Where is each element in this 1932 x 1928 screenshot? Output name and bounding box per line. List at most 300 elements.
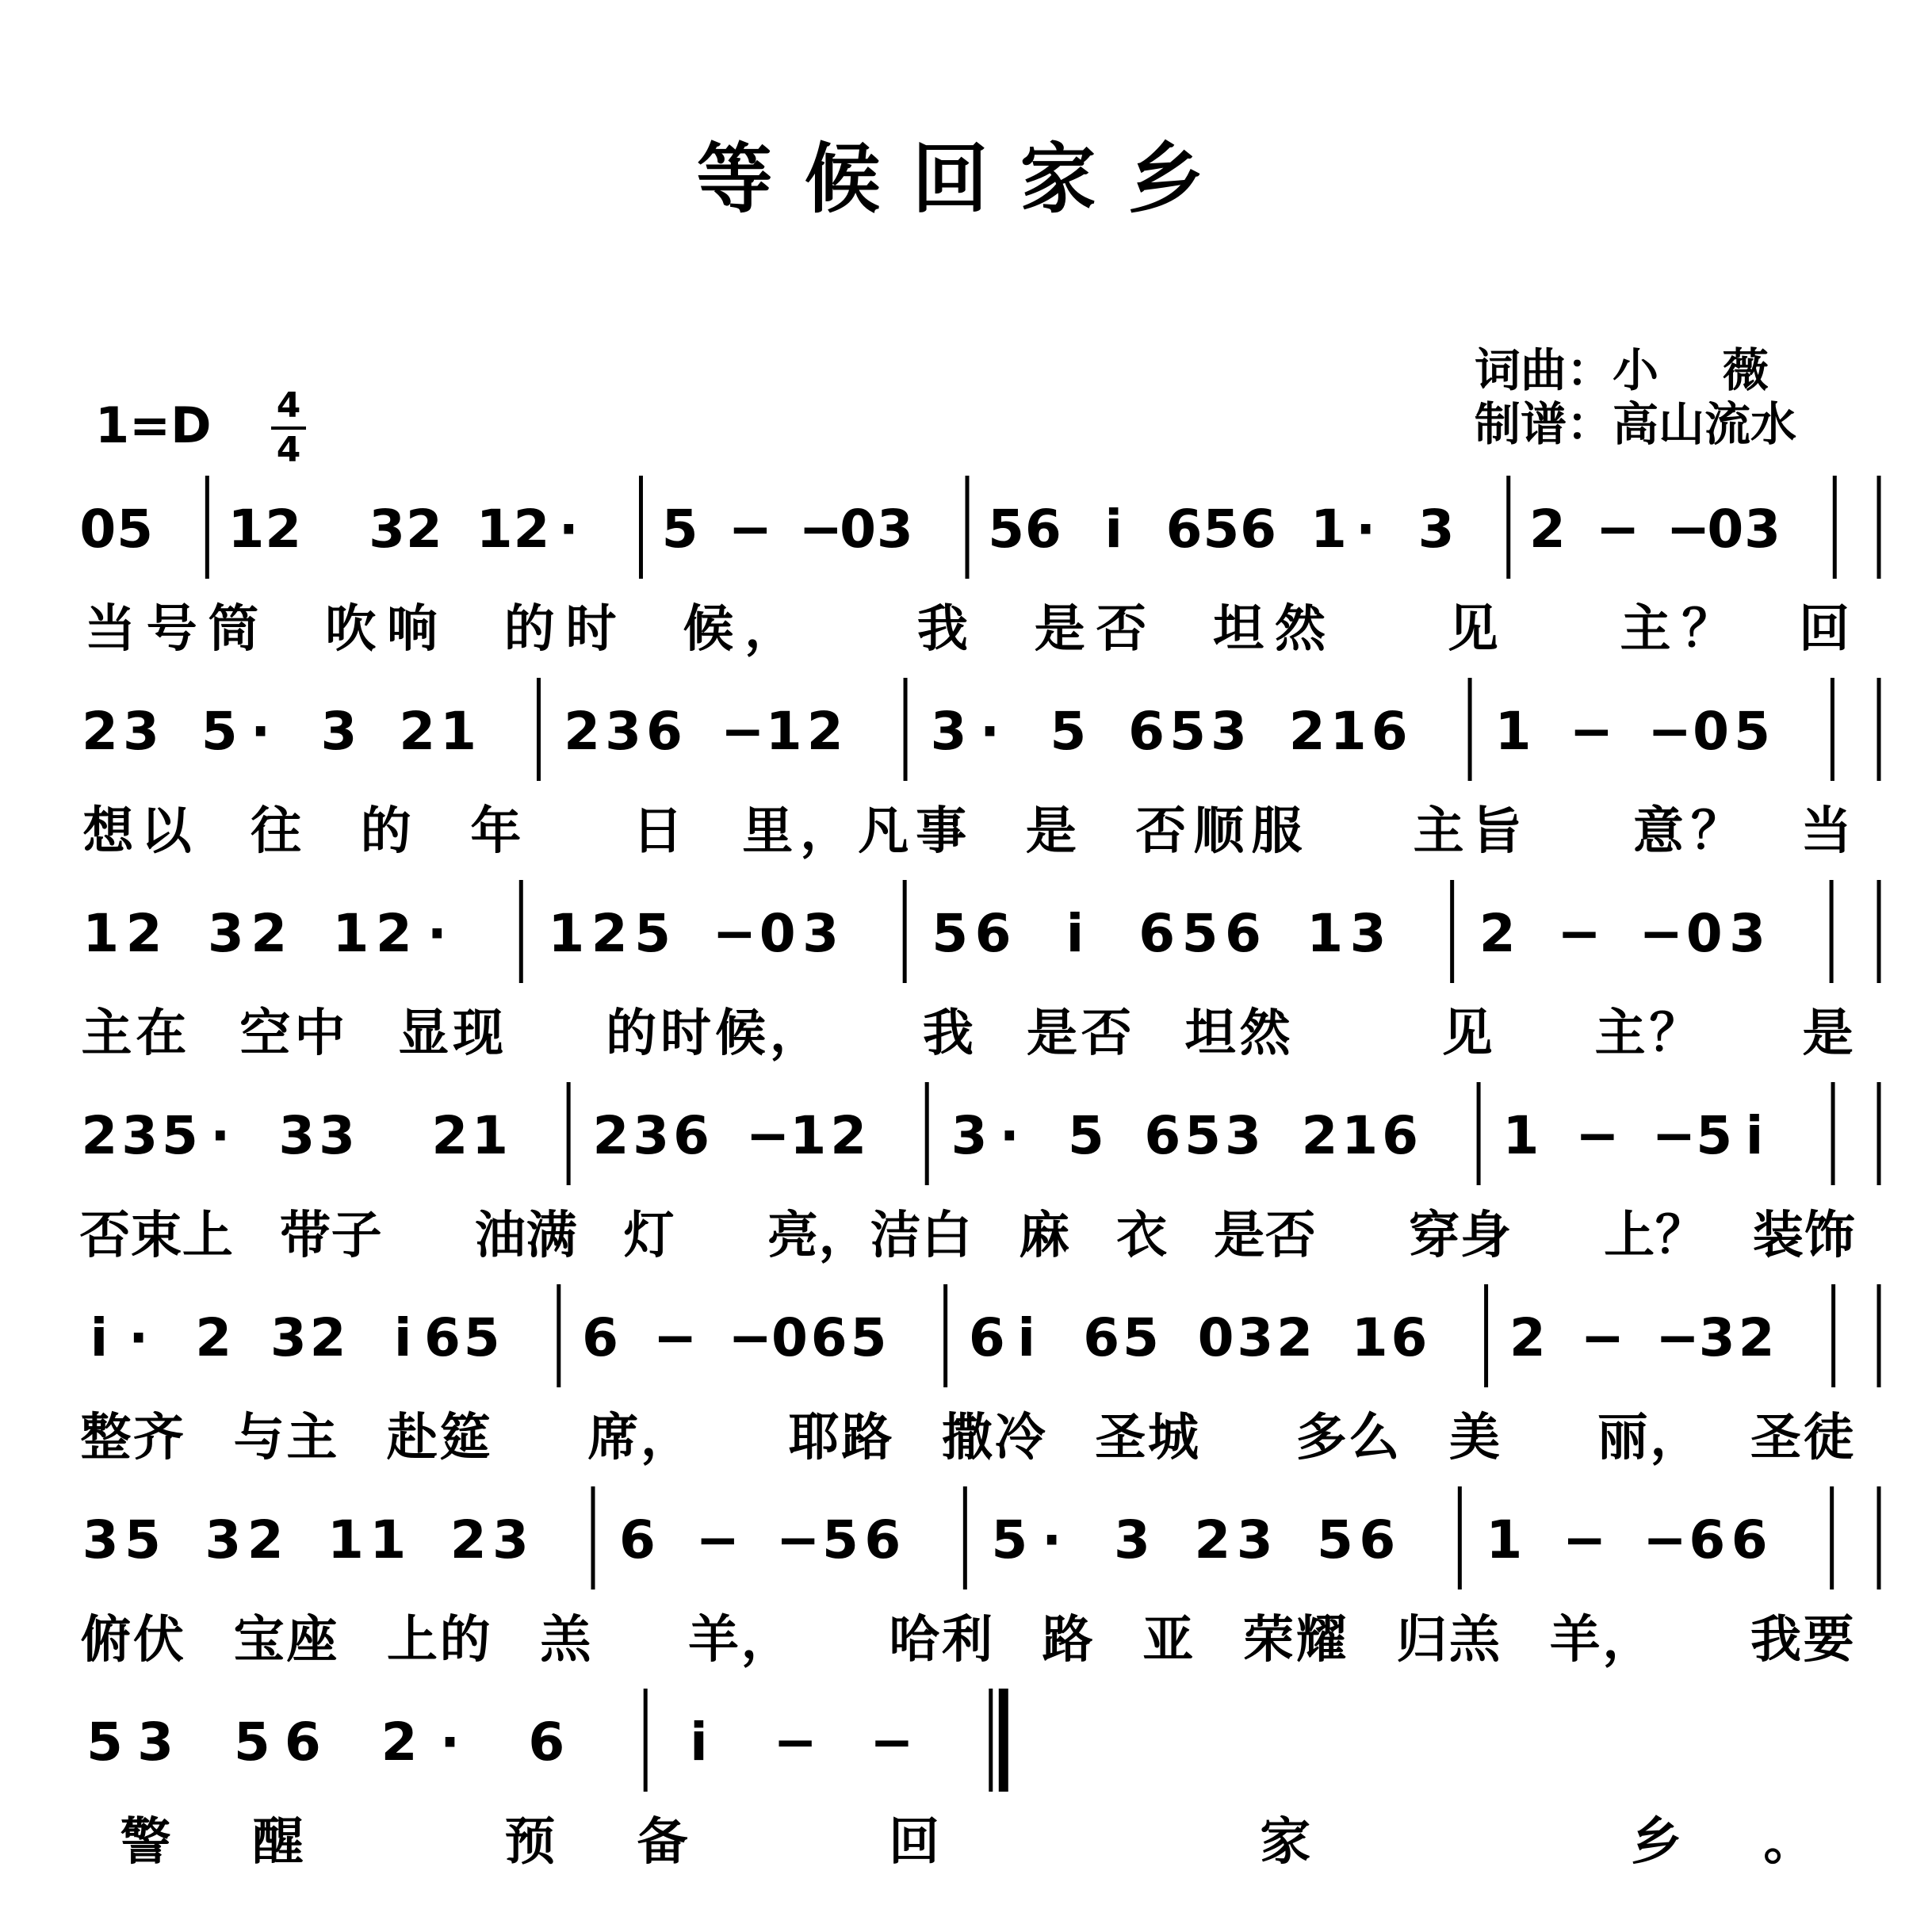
note: 5 xyxy=(932,903,969,964)
note: 0 xyxy=(1685,903,1723,964)
lyric-char: 坦 xyxy=(1184,1004,1236,1063)
note: 2 xyxy=(1509,1307,1546,1368)
note: 2 xyxy=(81,1105,118,1166)
lyric-char: 以 xyxy=(140,802,192,861)
sustain-dash: − xyxy=(728,499,773,560)
score-system xyxy=(79,1082,1854,1265)
lyric-char: 油 xyxy=(474,1207,526,1265)
lyric-char: 见 xyxy=(1441,1004,1493,1063)
song-title: 等候回家乡 xyxy=(696,135,1236,224)
lyric-char: 路 xyxy=(1042,1611,1093,1670)
lyric-char: 服 xyxy=(1251,802,1303,861)
lyric-char: 座 xyxy=(286,1611,338,1670)
sustain-dash: − xyxy=(745,1105,790,1166)
score-system xyxy=(86,1689,1814,1872)
lyric-char: 洁 xyxy=(870,1207,921,1265)
note: 5 xyxy=(1169,701,1207,762)
lyric-char: 然 xyxy=(1275,600,1326,659)
time-signature-top: 4 xyxy=(276,385,301,426)
note: 0 xyxy=(79,499,117,560)
lyric-char: 见 xyxy=(1447,600,1498,659)
note: 5 xyxy=(1181,903,1218,964)
lyric-char: 圣 xyxy=(1095,1409,1146,1467)
sustain-dash: − xyxy=(1596,499,1640,560)
note: 2 xyxy=(247,1509,284,1570)
note: 5 xyxy=(1734,701,1771,762)
note: 3 xyxy=(1114,1509,1150,1570)
note: 1 xyxy=(1306,903,1344,964)
lyric-char: 醒 xyxy=(252,1813,304,1872)
lyric-char: ？ xyxy=(1690,802,1742,861)
note: · xyxy=(1356,499,1376,560)
lyric-char: 显 xyxy=(398,1004,450,1063)
lyric-char: ， xyxy=(1602,1611,1654,1670)
note: 3 xyxy=(1236,1509,1273,1570)
note: 2 xyxy=(399,701,436,762)
lyric-char: 宝 xyxy=(233,1611,285,1670)
lyric-char: 顺 xyxy=(1193,802,1245,861)
note: · xyxy=(128,1307,149,1368)
lyric-char: 丽 xyxy=(1597,1409,1648,1467)
note: 3 xyxy=(1211,701,1247,762)
note: 6 xyxy=(1391,1307,1428,1368)
note: 1 xyxy=(1502,1105,1540,1166)
note: 2 xyxy=(381,1712,418,1773)
note: 1 xyxy=(472,1105,509,1166)
sustain-dash: − xyxy=(1639,903,1683,964)
note: 3 xyxy=(633,1105,670,1166)
note: 2 xyxy=(1288,701,1326,762)
lyric-char: 子 xyxy=(331,1207,382,1265)
lyric-char: 当 xyxy=(84,600,136,659)
note: 6 xyxy=(1128,701,1165,762)
note: 3 xyxy=(951,1105,988,1166)
note: 3 xyxy=(1729,903,1766,964)
lyric-char: 现 xyxy=(453,1004,504,1063)
lyric-char: ， xyxy=(800,802,851,861)
note: 5 xyxy=(1203,499,1240,560)
lyric-char: 主 xyxy=(81,1004,132,1063)
lyric-char: 我 xyxy=(922,1004,974,1063)
note: 6 xyxy=(1689,1509,1726,1570)
note: 5 xyxy=(1184,1105,1222,1166)
sustain-dash: − xyxy=(776,1509,821,1570)
lyric-char: 是 xyxy=(1034,600,1085,659)
lyric-char: 羊 xyxy=(688,1611,739,1670)
note: 2 xyxy=(806,701,844,762)
note: 0 xyxy=(759,903,796,964)
lyric-char: 么 xyxy=(1349,1409,1400,1467)
note: 2 xyxy=(1301,1105,1338,1166)
score-system xyxy=(80,1486,1854,1670)
note: i xyxy=(1017,1307,1035,1368)
note: 3 xyxy=(1744,499,1781,560)
note: 6 xyxy=(1224,903,1261,964)
note: 3 xyxy=(319,1105,356,1166)
lyric-char: ， xyxy=(641,1409,691,1467)
lyric-char: 赴 xyxy=(387,1409,438,1467)
lyric-char: ？ xyxy=(1681,600,1733,659)
sustain-dash: − xyxy=(1563,1509,1607,1570)
credit-transcriber: 制谱：高山流水 xyxy=(1475,397,1797,451)
note: 6 xyxy=(582,1307,619,1368)
note: i xyxy=(1745,1105,1764,1166)
lyric-char: 上 xyxy=(1604,1207,1655,1265)
lyric-char: 意 xyxy=(1632,802,1684,861)
lyric-char: 主 xyxy=(286,1409,338,1467)
note: 3 xyxy=(205,1509,242,1570)
note: 3 xyxy=(876,499,913,560)
sustain-dash: − xyxy=(773,1712,817,1773)
lyric-char: 否 xyxy=(1081,1004,1132,1063)
lyric-char: 白 xyxy=(921,1207,973,1265)
note: 6 xyxy=(284,1712,321,1773)
note: 6 xyxy=(423,1307,461,1368)
lyric-char: 候 xyxy=(714,1004,766,1063)
lyric-char: 羊 xyxy=(1549,1611,1601,1670)
lyric-char: 年 xyxy=(470,802,522,861)
score-system xyxy=(81,880,1853,1063)
lyric-char: 主 xyxy=(1620,600,1671,659)
lyric-char: 想 xyxy=(82,802,134,861)
note: 5 xyxy=(463,1307,500,1368)
note: 2 xyxy=(592,1105,629,1166)
lyric-char: 筒 xyxy=(208,600,259,659)
lyric-char: 羔 xyxy=(1449,1611,1500,1670)
note: 0 xyxy=(840,499,877,560)
note: 3 xyxy=(1237,1307,1274,1368)
note: i xyxy=(1065,903,1085,964)
sustain-dash: − xyxy=(1651,1105,1697,1166)
lyric-char: 徒 xyxy=(1803,1409,1854,1467)
note: 2 xyxy=(450,1509,487,1570)
lyric-char: 装 xyxy=(1752,1207,1804,1265)
time-signature-bottom: 4 xyxy=(276,430,301,470)
sustain-dash: − xyxy=(728,1307,772,1368)
note: 6 xyxy=(974,903,1012,964)
lyric-char: 是 xyxy=(1025,802,1077,861)
note: 2 xyxy=(1194,1509,1231,1570)
lyric-char: 耀 xyxy=(1295,1611,1347,1670)
note: 5 xyxy=(661,499,698,560)
lyric-char: 。 xyxy=(1763,1813,1815,1872)
note: 2 xyxy=(195,1307,232,1368)
lyric-char: 预 xyxy=(504,1813,556,1872)
note: 3 xyxy=(492,1509,529,1570)
lyric-char: 是 xyxy=(1214,1207,1265,1265)
lyric-char: ， xyxy=(1650,1409,1701,1467)
lyric-char: 中 xyxy=(294,1004,346,1063)
lyric-char: 撒 xyxy=(942,1409,993,1467)
lyric-char: 满 xyxy=(526,1207,577,1265)
note: 2 xyxy=(125,903,163,964)
note: 6 xyxy=(1165,499,1203,560)
note: 3 xyxy=(207,903,244,964)
note: 5 xyxy=(850,1307,887,1368)
note: 5 xyxy=(1696,1105,1733,1166)
lyric-char: 日 xyxy=(632,802,683,861)
note: 6 xyxy=(1359,1509,1396,1570)
lyric-char: 备 xyxy=(637,1813,688,1872)
note: 3 xyxy=(320,701,358,762)
note: 5 xyxy=(117,499,154,560)
lyric-char: 吹 xyxy=(325,600,377,659)
lyric-char: 时 xyxy=(565,600,617,659)
sustain-dash: − xyxy=(1655,1307,1700,1368)
lyric-char: 回 xyxy=(1799,600,1850,659)
note: · xyxy=(427,903,447,964)
lyric-char: 美 xyxy=(1449,1409,1500,1467)
sustain-dash: − xyxy=(1575,1105,1620,1166)
lyric-char: 家 xyxy=(1260,1813,1311,1872)
note: 1 xyxy=(440,701,477,762)
lyric-char: 与 xyxy=(233,1409,285,1467)
lyric-char: 否 xyxy=(1135,802,1187,861)
note: · xyxy=(251,701,271,762)
lyric-char: 城 xyxy=(1148,1409,1199,1467)
note: 5 xyxy=(86,1712,123,1773)
note: 6 xyxy=(1144,1105,1181,1166)
note: 5 xyxy=(822,1509,859,1570)
note: 2 xyxy=(82,701,118,762)
lyric-char: 麻 xyxy=(1019,1207,1070,1265)
note: 2 xyxy=(564,701,601,762)
lyric-char: 然 xyxy=(1239,1004,1291,1063)
score-system xyxy=(80,1284,1854,1467)
note: 1 xyxy=(1486,1509,1523,1570)
sustain-dash: − xyxy=(1569,701,1614,762)
lyric-char: 路 xyxy=(841,1409,893,1467)
note: 3 xyxy=(369,499,406,560)
note: 3 xyxy=(802,903,840,964)
lyric-char: 警 xyxy=(120,1813,171,1872)
credit-lyricist-composer: 词曲：小 薇 xyxy=(1475,343,1769,397)
note: 1 xyxy=(369,1509,407,1570)
note: 2 xyxy=(431,1105,469,1166)
sustain-dash: − xyxy=(1647,701,1692,762)
lyric-char: ， xyxy=(744,600,796,659)
lyric-char: 号 xyxy=(146,600,197,659)
note: 2 xyxy=(1276,1307,1314,1368)
lyric-char: ， xyxy=(769,1004,821,1063)
note: 5 xyxy=(162,1105,198,1166)
lyric-char: 候 xyxy=(683,600,734,659)
note: 5 xyxy=(1067,1105,1104,1166)
lyric-char: 要 xyxy=(1803,1611,1854,1670)
lyric-char: 整 xyxy=(80,1409,132,1467)
note: · xyxy=(440,1712,461,1773)
note: 6 xyxy=(646,701,683,762)
note: 6 xyxy=(528,1712,565,1773)
note: 0 xyxy=(1197,1307,1234,1368)
lyric-char: 乡 xyxy=(1631,1813,1682,1872)
lyric-char: 多 xyxy=(1295,1409,1347,1467)
lyric-char: 是 xyxy=(1026,1004,1077,1063)
note: 0 xyxy=(771,1307,808,1368)
note: 5 xyxy=(634,903,671,964)
lyric-char: 利 xyxy=(942,1611,993,1670)
lyric-char: 空 xyxy=(239,1004,291,1063)
note: 2 xyxy=(265,499,302,560)
note: 1 xyxy=(476,499,513,560)
note: 1 xyxy=(1341,1105,1379,1166)
note: 2 xyxy=(309,1307,346,1368)
note: 2 xyxy=(1738,1307,1775,1368)
note: i xyxy=(690,1712,708,1773)
note: 2 xyxy=(1528,499,1566,560)
lyric-char: 回 xyxy=(889,1813,940,1872)
note: · xyxy=(558,499,579,560)
note: 3 xyxy=(278,1105,316,1166)
lyric-char: ？ xyxy=(1655,1207,1706,1265)
lyric-char: 饰 xyxy=(1804,1207,1855,1265)
lyric-char: 的 xyxy=(503,600,555,659)
lyric-char: 哈 xyxy=(889,1611,940,1670)
lyric-char: 里 xyxy=(742,802,794,861)
lyric-char: 主 xyxy=(1594,1004,1646,1063)
lyric-char: 亮 xyxy=(767,1207,818,1265)
note: 0 xyxy=(1707,499,1744,560)
note: 5 xyxy=(1317,1509,1353,1570)
note: 1 xyxy=(1494,701,1532,762)
note: 6 xyxy=(968,1307,1005,1368)
sustain-dash: − xyxy=(695,1509,740,1570)
note: 6 xyxy=(864,1509,901,1570)
note: 1 xyxy=(790,1105,827,1166)
note: 1 xyxy=(548,903,585,964)
note: · xyxy=(210,1105,231,1166)
lyric-char: ？ xyxy=(1649,1004,1701,1063)
note: 6 xyxy=(1083,1307,1120,1368)
note: 1 xyxy=(327,1509,364,1570)
sustain-dash: − xyxy=(721,701,765,762)
key-signature: 1=D xyxy=(95,396,212,454)
note: 2 xyxy=(1479,903,1516,964)
note: 3 xyxy=(1417,499,1455,560)
sustain-dash: − xyxy=(1557,903,1601,964)
lyric-char: ， xyxy=(818,1207,870,1265)
note: 3 xyxy=(605,701,642,762)
lyric-char: 俯 xyxy=(80,1611,132,1670)
lyric-char: 齐 xyxy=(133,1409,184,1467)
lyric-char: 穿 xyxy=(1409,1207,1460,1265)
lyric-char: 筵 xyxy=(439,1409,491,1467)
note: 6 xyxy=(810,1307,847,1368)
note: 6 xyxy=(673,1105,710,1166)
note: 5 xyxy=(1050,701,1087,762)
lyric-char: 的 xyxy=(606,1004,657,1063)
lyric-char: 时 xyxy=(660,1004,712,1063)
lyric-char: 我 xyxy=(916,600,968,659)
note: 5 xyxy=(1123,1307,1159,1368)
score-system xyxy=(82,678,1852,861)
sustain-dash: − xyxy=(870,1712,914,1773)
note: 3 xyxy=(1349,903,1387,964)
lyric-char: 归 xyxy=(1396,1611,1448,1670)
lyric-char: 的 xyxy=(360,802,411,861)
sustain-dash: − xyxy=(798,499,843,560)
note: · xyxy=(980,701,1000,762)
note: · xyxy=(999,1105,1020,1166)
lyric-char: 凡 xyxy=(858,802,909,861)
note: 6 xyxy=(619,1509,656,1570)
note: · xyxy=(1042,1509,1062,1570)
lyric-char: 否 xyxy=(79,1207,131,1265)
lyric-char: 我 xyxy=(1750,1611,1801,1670)
lyric-char: 主 xyxy=(1413,802,1464,861)
lyric-char: 伏 xyxy=(133,1611,184,1670)
note: 0 xyxy=(1693,701,1730,762)
note: 3 xyxy=(122,701,159,762)
lyric-char: 的 xyxy=(439,1611,491,1670)
lyric-char: 耶 xyxy=(788,1409,840,1467)
lyric-char: 身 xyxy=(1460,1207,1511,1265)
lyric-char: 冷 xyxy=(994,1409,1046,1467)
note: 1 xyxy=(1351,1307,1388,1368)
note: 3 xyxy=(137,1712,174,1773)
note: 1 xyxy=(228,499,265,560)
note: i xyxy=(1104,499,1123,560)
score-system xyxy=(79,476,1850,659)
note: 1 xyxy=(765,701,802,762)
note: 6 xyxy=(1024,499,1062,560)
lyric-char: 当 xyxy=(1800,802,1852,861)
sustain-dash: − xyxy=(1580,1307,1625,1368)
lyric-char: 坦 xyxy=(1213,600,1264,659)
note: 5 xyxy=(988,499,1025,560)
note: 2 xyxy=(251,903,288,964)
sustain-dash: − xyxy=(652,1307,698,1368)
note: i xyxy=(393,1307,412,1368)
note: 5 xyxy=(201,701,238,762)
note: 5 xyxy=(233,1712,270,1773)
lyric-char: 响 xyxy=(387,600,438,659)
note: 5 xyxy=(124,1509,161,1570)
note: 2 xyxy=(375,903,412,964)
lyric-char: ， xyxy=(740,1611,792,1670)
lyric-char: 是 xyxy=(1802,1004,1854,1063)
lyric-char: 旨 xyxy=(1471,802,1522,861)
note: 3 xyxy=(1698,1307,1735,1368)
note: 2 xyxy=(591,903,628,964)
note: 3 xyxy=(270,1307,307,1368)
sustain-dash: − xyxy=(1643,1509,1687,1570)
note: 2 xyxy=(513,499,550,560)
lyric-char: 席 xyxy=(587,1409,639,1467)
lyric-char: 荣 xyxy=(1243,1611,1294,1670)
lyric-char: 带 xyxy=(279,1207,331,1265)
lyric-char: 灯 xyxy=(623,1207,675,1265)
lyric-char: 亚 xyxy=(1142,1611,1194,1670)
lyric-char: 在 xyxy=(136,1004,187,1063)
lyric-char: 羔 xyxy=(540,1611,591,1670)
note: 6 xyxy=(1138,903,1176,964)
sustain-dash: − xyxy=(712,903,757,964)
lyric-char: 上 xyxy=(182,1207,233,1265)
lyric-char: 衣 xyxy=(1116,1207,1168,1265)
note: 1 xyxy=(332,903,369,964)
note: 3 xyxy=(930,701,967,762)
note: 3 xyxy=(121,1105,159,1166)
note: 1 xyxy=(82,903,120,964)
lyric-char: 事 xyxy=(916,802,967,861)
sustain-dash: − xyxy=(1666,499,1711,560)
note: 2 xyxy=(405,499,442,560)
lyric-char: 否 xyxy=(1096,600,1147,659)
note: 6 xyxy=(1371,701,1408,762)
lyric-char: 束 xyxy=(131,1207,182,1265)
note: 6 xyxy=(1382,1105,1419,1166)
